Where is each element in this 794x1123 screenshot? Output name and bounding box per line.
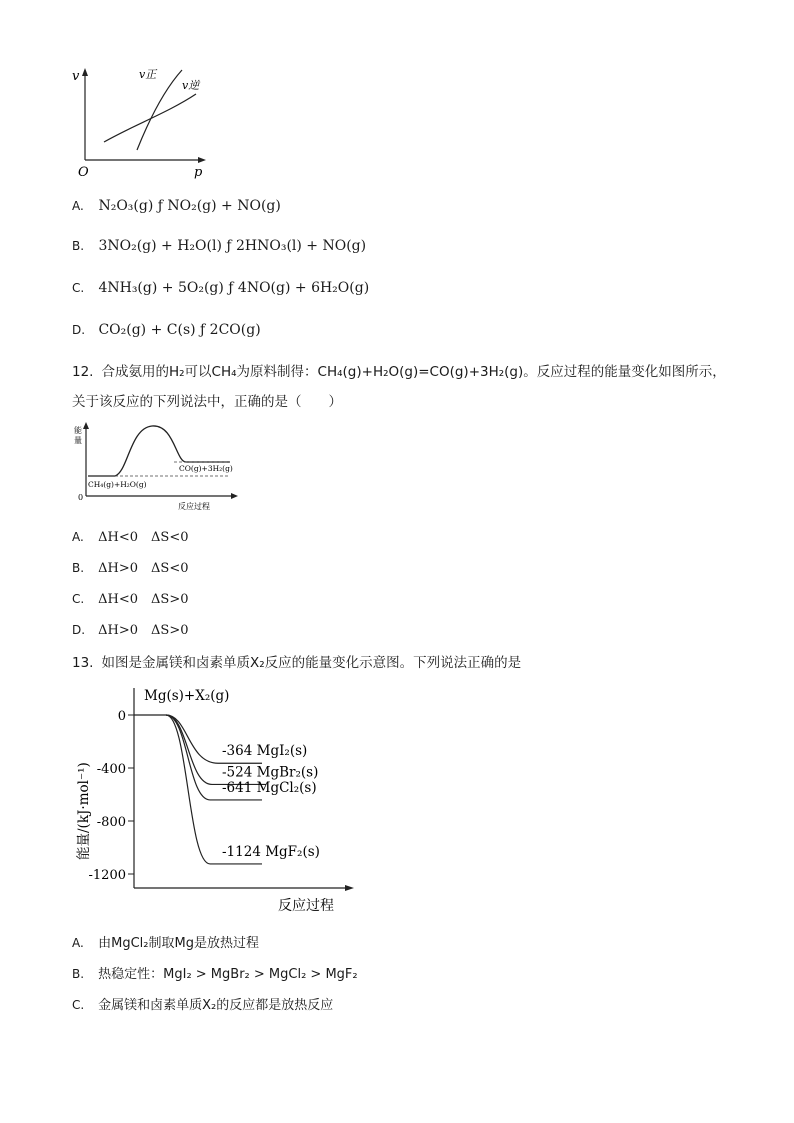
option-text: 热稳定性：MgI₂ > MgBr₂ > MgCl₂ > MgF₂ xyxy=(98,967,358,982)
option-text: 4NH₃(g) + 5O₂(g) ƒ 4NO(g) + 6H₂O(g) xyxy=(98,280,370,296)
origin-label: 0 xyxy=(78,493,84,502)
option-letter: B. xyxy=(72,561,85,575)
q11-option-c xyxy=(72,280,369,296)
option-letter: A. xyxy=(72,936,84,950)
option-text: 金属镁和卤素单质X₂的反应都是放热反应 xyxy=(98,998,334,1013)
curve-forward-rate xyxy=(137,70,182,150)
q13-stem xyxy=(72,651,521,671)
y-tick-label: -1200 xyxy=(88,868,126,883)
q12-text-1: 合成氨用的H₂可以CH₄为原料制得：CH₄(g)+H₂O(g)=CO(g)+3H₂(g)。反应过程的能量变化如图所示， xyxy=(101,364,726,380)
option-letter: A. xyxy=(72,199,84,213)
option-letter: B. xyxy=(72,967,85,981)
question-number: 13. xyxy=(72,655,94,671)
q11-option-d xyxy=(72,322,261,338)
option-text: 由MgCl₂制取Mg是放热过程 xyxy=(98,936,259,951)
x-axis-arrow xyxy=(198,157,206,163)
option-letter: B. xyxy=(72,239,85,253)
option-text: N₂O₃(g) ƒ NO₂(g) + NO(g) xyxy=(98,198,281,214)
option-text: CO₂(g) + C(s) ƒ 2CO(g) xyxy=(98,322,261,338)
q13-option-c xyxy=(72,994,333,1013)
x-axis-arrow xyxy=(345,885,354,891)
option-letter: C. xyxy=(72,281,85,295)
y-axis-label xyxy=(74,425,82,445)
curve-forward-label: v正 xyxy=(139,68,157,81)
q11-option-a xyxy=(72,198,281,214)
y-ticks xyxy=(89,709,134,883)
y-label-part1: 能 xyxy=(74,426,82,435)
rate-pressure-figure xyxy=(64,60,224,185)
curve-label: -364 MgI₂(s) xyxy=(222,743,308,760)
curve-label: -641 MgCl₂(s) xyxy=(222,779,317,796)
x-axis-label: 反应过程 xyxy=(178,502,210,511)
option-text: ΔH>0 ΔS<0 xyxy=(98,561,189,576)
q12-option-d xyxy=(72,619,189,638)
q12-option-c xyxy=(72,588,189,607)
q12-stem-line2 xyxy=(72,390,342,410)
q11-option-b xyxy=(72,238,366,254)
products-label: CO(g)+3H₂(g) xyxy=(179,464,233,473)
q12-option-a xyxy=(72,526,189,545)
y-axis-label: 能量/(kJ·mol⁻¹) xyxy=(76,762,92,860)
curves xyxy=(134,715,320,864)
option-letter: A. xyxy=(72,530,84,544)
mg-halogen-energy-chart xyxy=(70,680,370,920)
q13-option-b xyxy=(72,963,358,982)
x-axis-label: 反应过程 xyxy=(278,898,334,914)
option-letter: C. xyxy=(72,998,85,1012)
option-text: ΔH<0 ΔS>0 xyxy=(98,592,189,607)
option-text: ΔH<0 ΔS<0 xyxy=(98,530,189,545)
q13-option-a xyxy=(72,932,259,951)
y-axis-arrow xyxy=(83,422,89,429)
option-text: 3NO₂(g) + H₂O(l) ƒ 2HNO₃(l) + NO(g) xyxy=(98,238,367,254)
curve-label: -1124 MgF₂(s) xyxy=(222,843,320,860)
y-label-part2: 量 xyxy=(74,436,82,445)
question-number: 12. xyxy=(72,364,94,380)
x-axis-label: p xyxy=(194,165,203,180)
q13-text: 如图是金属镁和卤素单质X₂反应的能量变化示意图。下列说法正确的是 xyxy=(101,655,522,671)
curve-reverse-rate xyxy=(104,94,196,142)
y-tick-label: -400 xyxy=(96,762,126,777)
origin-label: O xyxy=(78,165,89,180)
option-letter: D. xyxy=(72,623,86,637)
y-tick-label: -800 xyxy=(96,815,126,830)
y-axis-arrow xyxy=(82,68,88,76)
energy-profile-figure xyxy=(70,420,250,520)
y-tick-label: 0 xyxy=(117,709,126,724)
top-label: Mg(s)+X₂(g) xyxy=(144,688,230,704)
q12-option-b xyxy=(72,557,189,576)
option-letter: D. xyxy=(72,323,86,337)
y-axis-label: v xyxy=(72,69,80,84)
curve-reverse-label: v逆 xyxy=(182,79,200,92)
q12-stem-line1 xyxy=(72,360,726,380)
q12-text-2: 关于该反应的下列说法中，正确的是（ ） xyxy=(72,394,342,410)
option-letter: C. xyxy=(72,592,85,606)
curve-label: -524 MgBr₂(s) xyxy=(222,764,319,781)
x-axis-arrow xyxy=(231,493,238,499)
option-text: ΔH>0 ΔS>0 xyxy=(98,623,189,638)
reactants-label: CH₄(g)+H₂O(g) xyxy=(88,480,147,489)
